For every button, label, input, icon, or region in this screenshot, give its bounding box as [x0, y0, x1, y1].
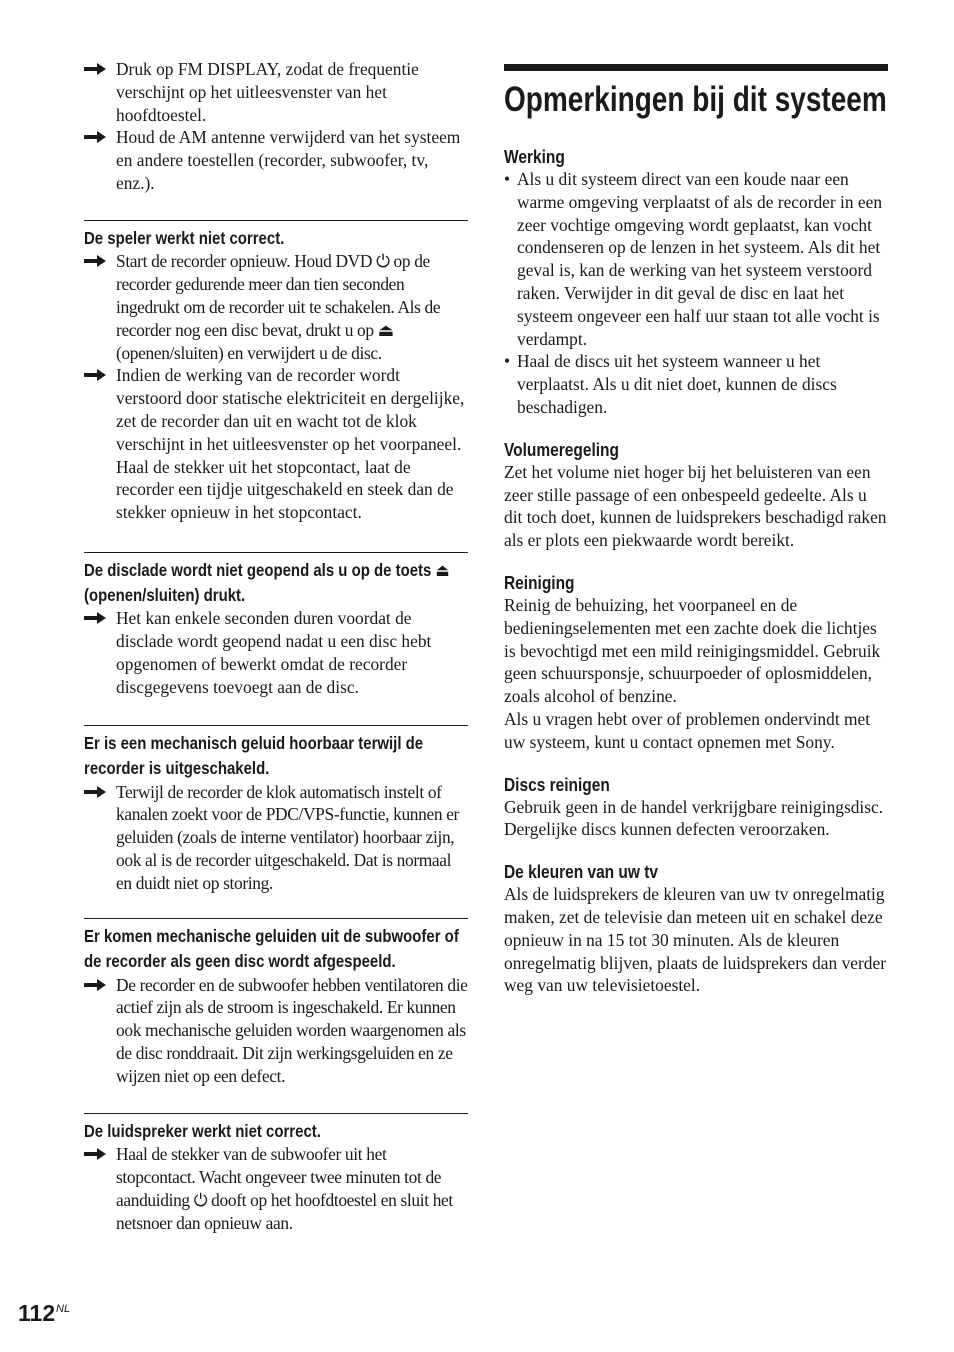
list-item: [84, 974, 468, 1088]
item-text: Houd de AM antenne verwijderd van het systeem en andere toestellen (recorder, subwoofer, tv, enz.).: [116, 127, 461, 193]
right-column: [504, 58, 888, 997]
paragraph: Reinig de behuizing, het voorpaneel en de bedieningselementen met een zachte doek die lichtjes is bevochtigd met een mild reinigingsmiddel. Gebruik geen schuursponsje, schuurpoeder of oplosmiddelen, zoals alcohol of benzine.: [504, 594, 881, 707]
item-text: Start de recorder opnieuw. Houd DVD ⏻ op de recorder gedurende meer dan tien seconden ingedrukt om de recorder uit te schakelen. Als de recorder nog een disc bevat, drukt u op ⏏ (openen/sluiten) en verwijdert u de disc.: [116, 251, 441, 363]
arrow-right-icon: [84, 612, 106, 624]
item-text: Terwijl de recorder de klok automatisch instelt of kanalen zoekt voor de PDC/VPS-functie, kunnen er geluiden (zoals de interne ventilator) hoorbaar zijn, ook al is de recorder uitgeschakeld. Dat is normaal en duidt niet op storing.: [116, 781, 460, 893]
section-noise-off: [84, 725, 468, 894]
arrow-right-icon: [84, 63, 106, 75]
section-heading: Er is een mechanisch geluid hoorbaar terwijl de recorder is uitgeschakeld.: [84, 733, 424, 778]
section-heading: Er komen mechanische geluiden uit de subwoofer of de recorder als geen disc wordt afgespeeld.: [84, 926, 459, 972]
bullet-dot-icon: •: [504, 351, 511, 372]
item-text: Haal de stekker van de subwoofer uit het stopcontact. Wacht ongeveer twee minuten tot de aanduiding ⏻ dooft op het hoofdtoestel en sluit het netsnoer dan opnieuw aan.: [116, 1144, 453, 1233]
section-player: [84, 220, 468, 524]
intro-block: [84, 58, 468, 195]
list-item: [84, 1143, 468, 1234]
list-item: [84, 250, 468, 364]
section-heading: De disclade wordt niet geopend als u op de toets ⏏ (openen/sluiten) drukt.: [84, 559, 450, 605]
paragraph: Als de luidsprekers de kleuren van uw tv onregelmatig maken, zet de televisie dan meteen uit en schakel deze opnieuw in na 15 tot 30 minuten. Als de kleuren onregelmatig blijven, plaats de luidsprekers dan verder weg van uw televisietoestel.: [504, 884, 886, 996]
section-heading: De speler werkt niet correct.: [84, 227, 285, 248]
title-rule: [504, 64, 888, 71]
arrow-right-icon: [84, 786, 106, 798]
item-text: Druk op FM DISPLAY, zodat de frequentie verschijnt op het uitleesvenster van het hoofdtoestel.: [116, 59, 419, 125]
page-number-suffix: NL: [56, 1303, 71, 1315]
arrow-right-icon: [84, 979, 106, 991]
item-text: Als u dit systeem direct van een koude naar een warme omgeving verplaatst of als de recorder in een zeer vochtige omgeving wordt geplaatst, kan vocht condenseren op de lenzen in het systeem. Als dit het geval is, kan de werking van het systeem verstoord raken. Verwijder in dit geval de disc en laat het systeem ongeveer een half uur staan tot alle vocht is verdampt.: [517, 169, 883, 349]
section-heading: De luidspreker werkt niet correct.: [84, 1120, 321, 1141]
page-number: 112: [18, 1300, 56, 1326]
item-text: Het kan enkele seconden duren voordat de disclade wordt geopend nadat u een disc hebt opgenomen of bewerkt omdat de recorder discgegevens toevoegt aan de disc.: [116, 608, 432, 697]
item-text: De recorder en de subwoofer hebben ventilatoren die actief zijn als de stroom is ingeschakeld. Er kunnen ook mechanische geluiden worden waargenomen als de disc ronddraait. Dit zijn werkingsgeluiden en ze wijzen niet op een defect.: [116, 974, 468, 1086]
arrow-right-icon: [84, 369, 106, 381]
arrow-right-icon: [84, 255, 106, 267]
bullet-dot-icon: •: [504, 169, 511, 189]
paragraph: Zet het volume niet hoger bij het beluisteren van een zeer stille passage of een onbespeeld gedeelte. Als u dit toch doet, kunnen de luidsprekers beschadigd raken als er plots een piekwaarde wordt bereikt.: [504, 461, 887, 551]
paragraph: Als u vragen hebt over of problemen ondervindt met uw systeem, kunt u contact opnemen met Sony.: [504, 708, 871, 752]
section-heading: Discs reinigen: [504, 774, 610, 795]
section-heading: Volumeregeling: [504, 439, 619, 460]
section-speaker: [84, 1113, 468, 1235]
arrow-right-icon: [84, 131, 106, 143]
section-tray: [84, 552, 468, 698]
item-text: Indien de werking van de recorder wordt verstoord door statische elektriciteit en dergelijke, zet de recorder dan uit en wacht tot de klok verschijnt in het uitleesvenster op het voorpaneel. Haal de stekker uit het stopcontact, laat de recorder een tijdje uitgeschakeld en steek dan de stekker opnieuw in het stopcontact.: [116, 365, 465, 523]
section-heading: Reiniging: [504, 572, 575, 593]
section-noise-subwoofer: [84, 918, 468, 1087]
paragraph: Gebruik geen in de handel verkrijgbare reinigingsdisc. Dergelijke discs kunnen defecten veroorzaken.: [504, 796, 884, 840]
list-item: [84, 126, 468, 194]
list-item: [504, 350, 888, 418]
list-item: [504, 168, 888, 350]
page-title: Opmerkingen bij dit systeem: [504, 80, 887, 119]
left-column: [84, 58, 468, 1234]
section-heading: Werking: [504, 147, 565, 167]
arrow-right-icon: [84, 1148, 106, 1160]
list-item: [84, 781, 468, 895]
list-item: [84, 607, 468, 698]
list-item: [84, 364, 468, 524]
list-item: [84, 58, 468, 126]
item-text: Haal de discs uit het systeem wanneer u het verplaatst. Als u dit niet doet, kunnen de discs beschadigen.: [517, 351, 837, 417]
section-heading: De kleuren van uw tv: [504, 862, 658, 883]
